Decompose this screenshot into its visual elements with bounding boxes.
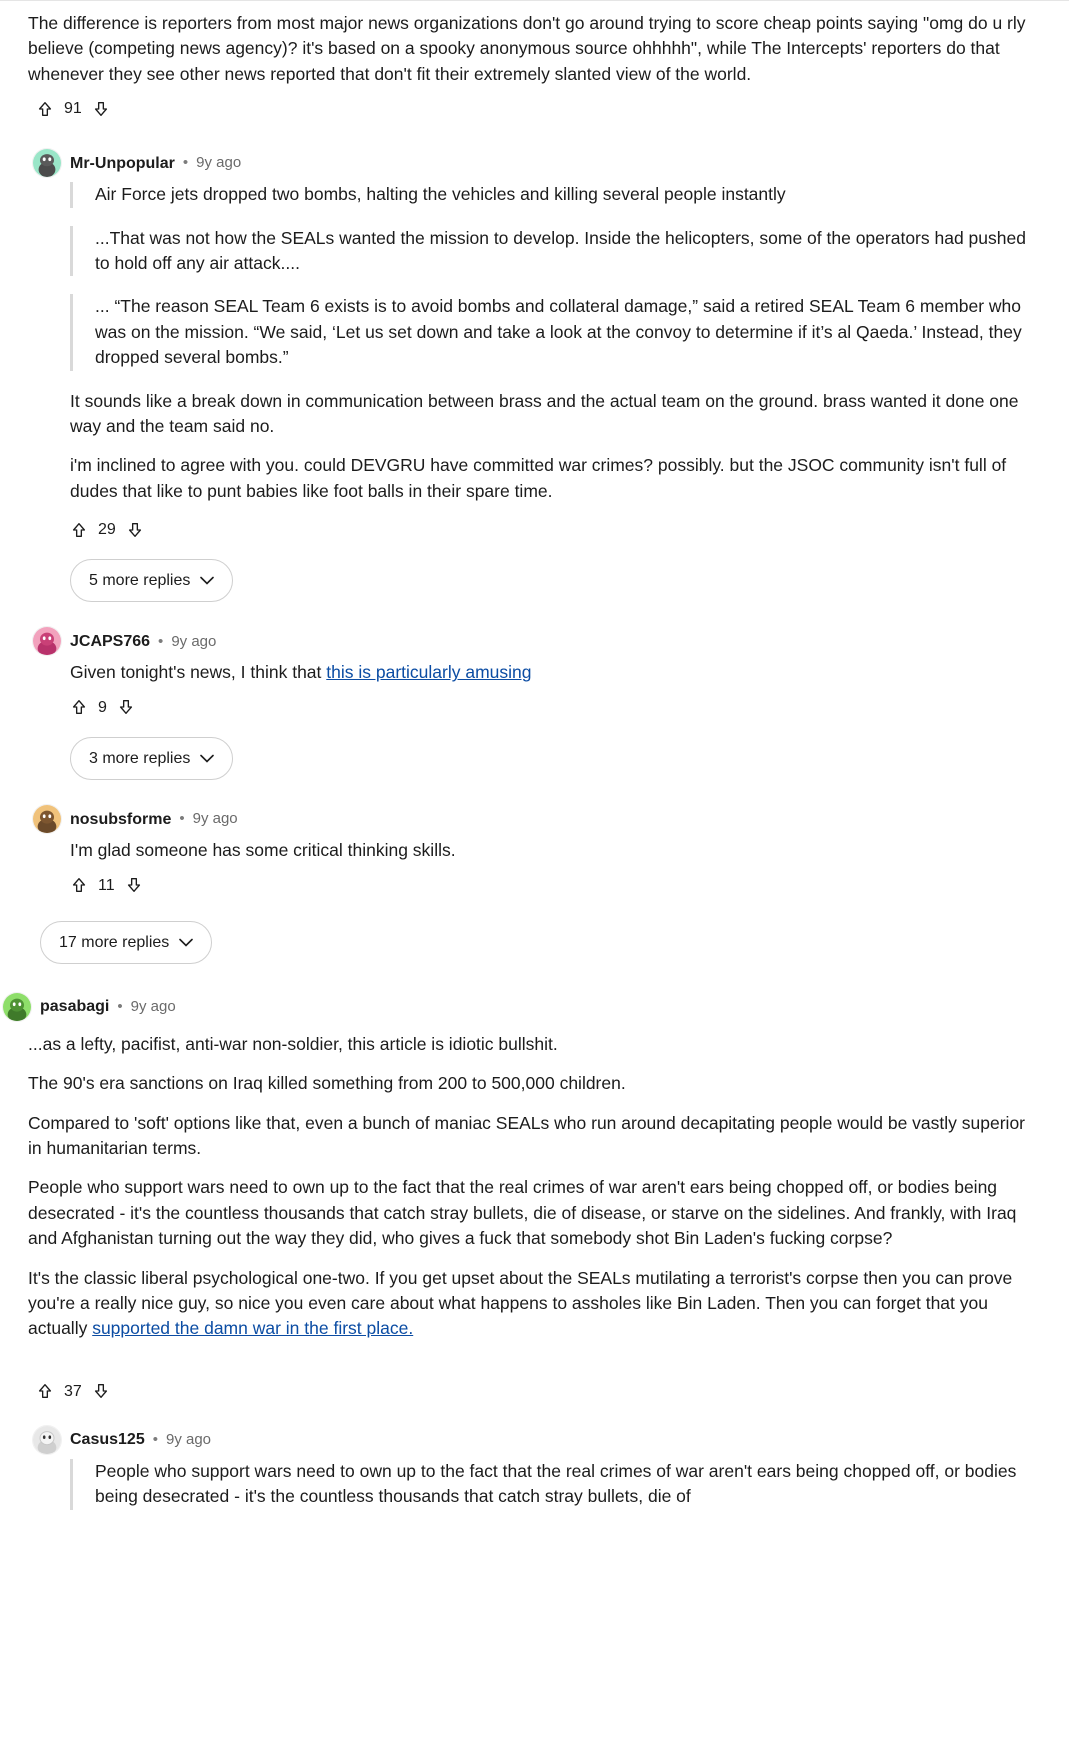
blockquote-2	[70, 226, 1041, 277]
upvote-icon[interactable]	[70, 876, 88, 894]
upvote-icon[interactable]	[36, 1382, 54, 1400]
vote-row	[70, 518, 1041, 541]
more-replies-button[interactable]	[70, 737, 233, 780]
comment-body	[70, 1459, 1041, 1510]
comment-top	[0, 1, 1069, 120]
upvote-icon[interactable]	[36, 100, 54, 118]
downvote-icon[interactable]	[117, 698, 135, 716]
timestamp: 9y ago	[130, 998, 176, 1016]
timestamp: 9y ago	[171, 632, 217, 650]
quote-paragraph: Air Force jets dropped two bombs, halting the vehicles and killing several people instantly	[95, 184, 786, 205]
avatar[interactable]	[2, 992, 32, 1022]
comment-body-paragraph	[28, 1266, 1041, 1342]
comment-body	[70, 660, 1041, 780]
body-text-lead: Given tonight's news, I think that	[70, 662, 327, 683]
upvote-icon[interactable]	[70, 698, 88, 716]
more-replies-button[interactable]	[40, 921, 212, 964]
comment-inline-link[interactable]: supported the damn war in the first place.	[92, 1318, 414, 1339]
downvote-icon[interactable]	[92, 1382, 110, 1400]
blockquote-1	[70, 1459, 1041, 1510]
comment-pasabagi	[0, 964, 1069, 1403]
vote-row	[36, 1380, 1041, 1403]
timestamp: 9y ago	[192, 810, 238, 828]
comment-body-paragraph: The difference is reporters from most major news organizations don't go around trying to score cheap points saying "omg do u rly believe (competing news agency)? it's based on a spooky anonymous source ohhhhh", while The Intercepts' reporters do that whenever they see other news reported that don't fit their extremely slanted view of the world.	[28, 13, 1026, 84]
vote-row	[36, 97, 1041, 120]
separator: •	[152, 1431, 158, 1448]
downvote-icon[interactable]	[125, 876, 143, 894]
comment-body	[28, 1032, 1041, 1403]
separator: •	[182, 154, 189, 172]
comment-body-paragraph: The 90's era sanctions on Iraq killed something from 200 to 500,000 children.	[28, 1073, 626, 1094]
avatar[interactable]	[32, 1425, 62, 1455]
separator: •	[158, 632, 164, 650]
vote-count: 29	[98, 521, 116, 539]
comment-inline-link[interactable]: this is particularly amusing	[326, 662, 532, 683]
more-replies-label: 5 more replies	[89, 572, 191, 590]
vote-row	[70, 874, 1041, 897]
more-replies-button[interactable]	[70, 559, 233, 602]
comment-body-paragraph: People who support wars need to own up to the fact that the real crimes of war aren't ears being chopped off, or bodies being desecrated - it's the countless thousands that catch stray bullets, die of disease, or starve on the sidelines. And frankly, with Iraq and Afghanistan turning out the way they did, who gives a fuck that somebody shot Bin Laden's fucking corpse?	[28, 1177, 1017, 1249]
chevron-down-icon	[200, 754, 214, 763]
comment-author[interactable]: Mr-Unpopular	[70, 154, 175, 172]
comment-author[interactable]: nosubsforme	[70, 810, 172, 828]
upvote-icon[interactable]	[70, 521, 88, 539]
collapse-thread-icon[interactable]	[0, 119, 16, 141]
downvote-icon[interactable]	[92, 100, 110, 118]
comment-body-paragraph: I'm glad someone has some critical thinking skills.	[70, 840, 456, 861]
vote-count: 91	[64, 100, 82, 118]
collapse-thread-icon[interactable]	[28, 1348, 50, 1370]
avatar[interactable]	[32, 148, 62, 178]
separator: •	[179, 810, 185, 828]
downvote-icon[interactable]	[126, 521, 144, 539]
vote-row	[70, 696, 1041, 719]
thread-more-replies-row	[0, 903, 1069, 964]
body-text-lead: It's the classic liberal psychological one-two. If you get upset about the SEALs mutilating a terrorist's corpse then you can prove you're a really nice guy, so nice you even care about what happens to assholes like Bin Laden. Then you can forget that you actually	[28, 1267, 1013, 1339]
blockquote-3	[70, 294, 1041, 370]
comment-jcaps766	[22, 602, 1069, 780]
vote-count: 37	[64, 1382, 82, 1400]
quote-paragraph: ... “The reason SEAL Team 6 exists is to avoid bombs and collateral damage,” said a retired SEAL Team 6 member who was on the mission. “We said, ‘Let us set down and take a look at the convoy to determine if it’s al Qaeda.’ Instead, they dropped several bombs.”	[95, 296, 1022, 368]
separator: •	[117, 998, 123, 1016]
comment-author[interactable]: JCAPS766	[70, 632, 151, 650]
vote-count: 9	[98, 698, 107, 716]
timestamp: 9y ago	[196, 154, 242, 172]
comment-header	[28, 992, 1041, 1022]
more-replies-label: 3 more replies	[89, 750, 191, 767]
comment-header	[32, 1425, 1041, 1455]
comment-body	[70, 182, 1041, 602]
comment-header	[32, 804, 1041, 834]
comment-body-paragraph: Compared to 'soft' options like that, even a bunch of maniac SEALs who run around decapitating people would be vastly superior in humanitarian terms.	[28, 1112, 1026, 1159]
avatar[interactable]	[32, 804, 62, 834]
comment-header	[32, 626, 1041, 656]
comment-body-paragraph: i'm inclined to agree with you. could DEVGRU have committed war crimes? possibly. but the JSOC community isn't full of dudes that like to punt babies like foot balls in their spare time.	[70, 455, 1007, 501]
comment-body-paragraph: It sounds like a break down in communication between brass and the actual team on the ground. brass wanted it done one way and the team said no.	[70, 390, 1019, 436]
comment-mr-unpopular	[22, 126, 1069, 602]
quote-paragraph: ...That was not how the SEALs wanted the mission to develop. Inside the helicopters, some of the operators had pushed to hold off any air attack....	[95, 227, 1026, 274]
more-replies-label: 17 more replies	[59, 933, 170, 951]
avatar[interactable]	[32, 626, 62, 656]
comment-casus125	[22, 1409, 1069, 1510]
comment-header	[32, 148, 1041, 178]
vote-count: 11	[98, 876, 115, 894]
chevron-down-icon	[179, 938, 193, 947]
comment-author[interactable]: Casus125	[70, 1431, 145, 1449]
comment-author[interactable]: pasabagi	[40, 998, 110, 1016]
comment-body-paragraph: ...as a lefty, pacifist, anti-war non-soldier, this article is idiotic bullshit.	[28, 1033, 558, 1054]
comment-nosubsforme	[22, 780, 1069, 897]
timestamp: 9y ago	[165, 1431, 212, 1448]
quote-paragraph: People who support wars need to own up to the fact that the real crimes of war aren't ears being chopped off, or bodies being desecrated - it's the countless thousands that catch stray bullets, die of	[95, 1460, 1017, 1507]
chevron-down-icon	[200, 576, 214, 585]
blockquote-1	[70, 182, 1041, 207]
comment-body-paragraph	[70, 660, 1041, 685]
comment-body	[70, 838, 1041, 897]
